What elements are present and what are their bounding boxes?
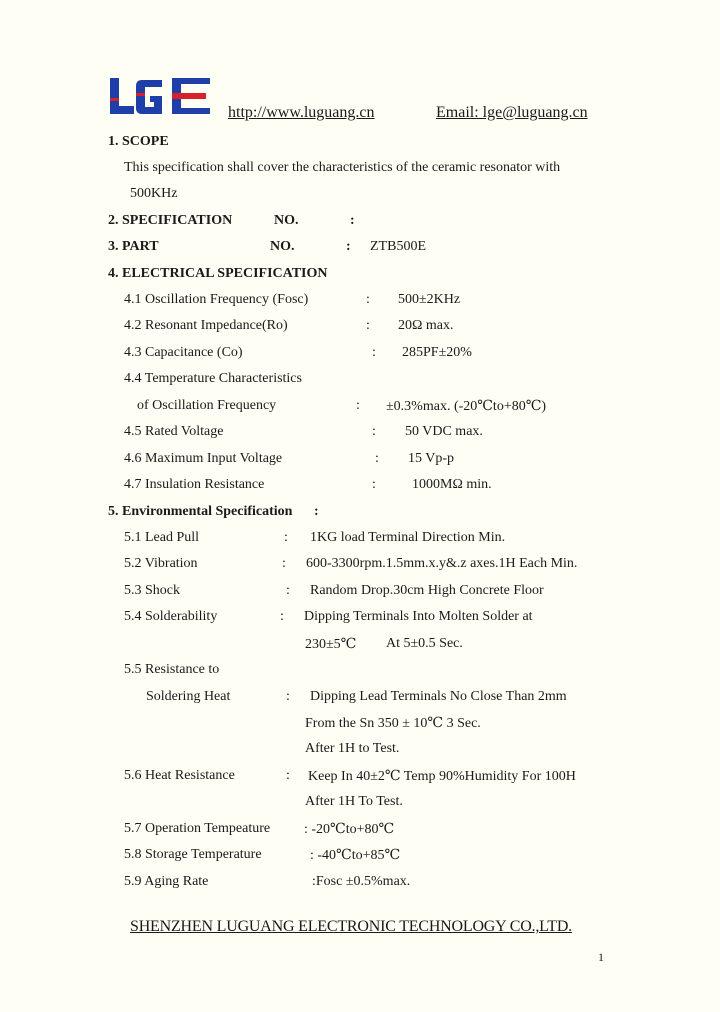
spec-item-label: 4.7 Insulation Resistance xyxy=(124,477,265,492)
env-item-colon: : xyxy=(284,530,288,545)
scope-line-2: 500KHz xyxy=(130,186,178,201)
specification-colon: : xyxy=(350,213,355,228)
env-item-value-2: From the Sn 350 ± 10℃ 3 Sec. xyxy=(305,716,481,731)
env-item-label: 5.3 Shock xyxy=(124,583,180,598)
company-name-footer: SHENZHEN LUGUANG ELECTRONIC TECHNOLOGY CO.,LTD. xyxy=(130,918,572,935)
env-item-colon: : xyxy=(286,689,290,704)
env-item-value: Dipping Terminals Into Molten Solder at xyxy=(304,609,533,624)
env-item-value: 600-3300rpm.1.5mm.x.y&.z axes.1H Each Min. xyxy=(306,556,578,571)
spec-item-value: 500±2KHz xyxy=(398,292,461,307)
specification-label: 2. SPECIFICATION xyxy=(108,213,233,228)
spec-item-label: 4.5 Rated Voltage xyxy=(124,424,224,439)
env-item-value: Random Drop.30cm High Concrete Floor xyxy=(310,583,544,598)
env-item-value-2: 230±5℃ xyxy=(305,637,357,652)
env-item-value: Dipping Lead Terminals No Close Than 2mm xyxy=(310,689,567,704)
environmental-heading: 5. Environmental Specification xyxy=(108,504,293,519)
spec-item-value: 1000MΩ min. xyxy=(412,477,492,492)
spec-item-label: 4.6 Maximum Input Voltage xyxy=(124,451,283,466)
env-item-colon: : xyxy=(286,583,290,598)
specification-no: NO. xyxy=(274,213,299,228)
env-item-label: 5.6 Heat Resistance xyxy=(124,768,235,783)
spec-item-colon: : xyxy=(366,318,370,333)
env-item-colon: : xyxy=(282,556,286,571)
spec-item-colon: : xyxy=(372,345,376,360)
spec-item-value: 15 Vp-p xyxy=(408,451,455,466)
env-item-label: 5.7 Operation Tempeature xyxy=(124,821,271,836)
env-item-label: 5.1 Lead Pull xyxy=(124,530,200,545)
part-value: ZTB500E xyxy=(370,239,426,254)
env-item-label: Soldering Heat xyxy=(146,689,231,704)
spec-item-colon: : xyxy=(372,477,376,492)
spec-item-label: 4.1 Oscillation Frequency (Fosc) xyxy=(124,292,309,307)
env-item-value: 1KG load Terminal Direction Min. xyxy=(310,530,506,545)
spec-item-value: 20Ω max. xyxy=(398,318,454,333)
page-number: 1 xyxy=(598,950,604,964)
env-item-label: 5.2 Vibration xyxy=(124,556,198,571)
spec-item-colon: : xyxy=(356,398,360,413)
env-item-value: : -20℃to+80℃ xyxy=(304,822,395,837)
env-item-value: Keep In 40±2℃ Temp 90%Humidity For 100H xyxy=(308,769,576,784)
spec-item-colon: : xyxy=(372,424,376,439)
part-no: NO. xyxy=(270,239,295,254)
env-item-value: : -40℃to+85℃ xyxy=(310,848,401,863)
env-item-label: 5.9 Aging Rate xyxy=(124,874,209,889)
scope-line-1: This specification shall cover the characteristics of the ceramic resonator with xyxy=(124,160,561,175)
spec-item-colon: : xyxy=(366,292,370,307)
env-item-value-3: At 5±0.5 Sec. xyxy=(386,636,463,651)
website-link[interactable]: http://www.luguang.cn xyxy=(228,104,375,121)
electrical-heading: 4. ELECTRICAL SPECIFICATION xyxy=(108,266,328,281)
env-item-value-3: After 1H to Test. xyxy=(305,741,400,756)
spec-item-label: 4.3 Capacitance (Co) xyxy=(124,345,243,360)
spec-item-label: 4.2 Resonant Impedance(Ro) xyxy=(124,318,288,333)
env-item-label: 5.8 Storage Temperature xyxy=(124,847,262,862)
env-item-value-2: After 1H To Test. xyxy=(305,794,403,809)
scope-heading: 1. SCOPE xyxy=(108,134,169,149)
env-item-value: :Fosc ±0.5%max. xyxy=(312,874,411,889)
env-item-colon: : xyxy=(280,609,284,624)
part-colon: : xyxy=(346,239,351,254)
spec-item-label: 4.4 Temperature Characteristics xyxy=(124,371,302,386)
spec-item-label: of Oscillation Frequency xyxy=(137,398,277,413)
email-link[interactable]: Email: lge@luguang.cn xyxy=(436,104,588,121)
env-item-label: 5.4 Solderability xyxy=(124,609,218,624)
environmental-heading-colon: : xyxy=(314,504,319,519)
env-item-colon: : xyxy=(286,768,290,783)
spec-item-colon: : xyxy=(375,451,379,466)
spec-item-value: 285PF±20% xyxy=(402,345,472,360)
company-logo xyxy=(110,76,212,118)
spec-item-value: 50 VDC max. xyxy=(405,424,483,439)
env-item-label: 5.5 Resistance to xyxy=(124,662,220,677)
spec-item-value: ±0.3%max. (-20℃to+80℃) xyxy=(386,399,547,414)
part-label: 3. PART xyxy=(108,239,159,254)
